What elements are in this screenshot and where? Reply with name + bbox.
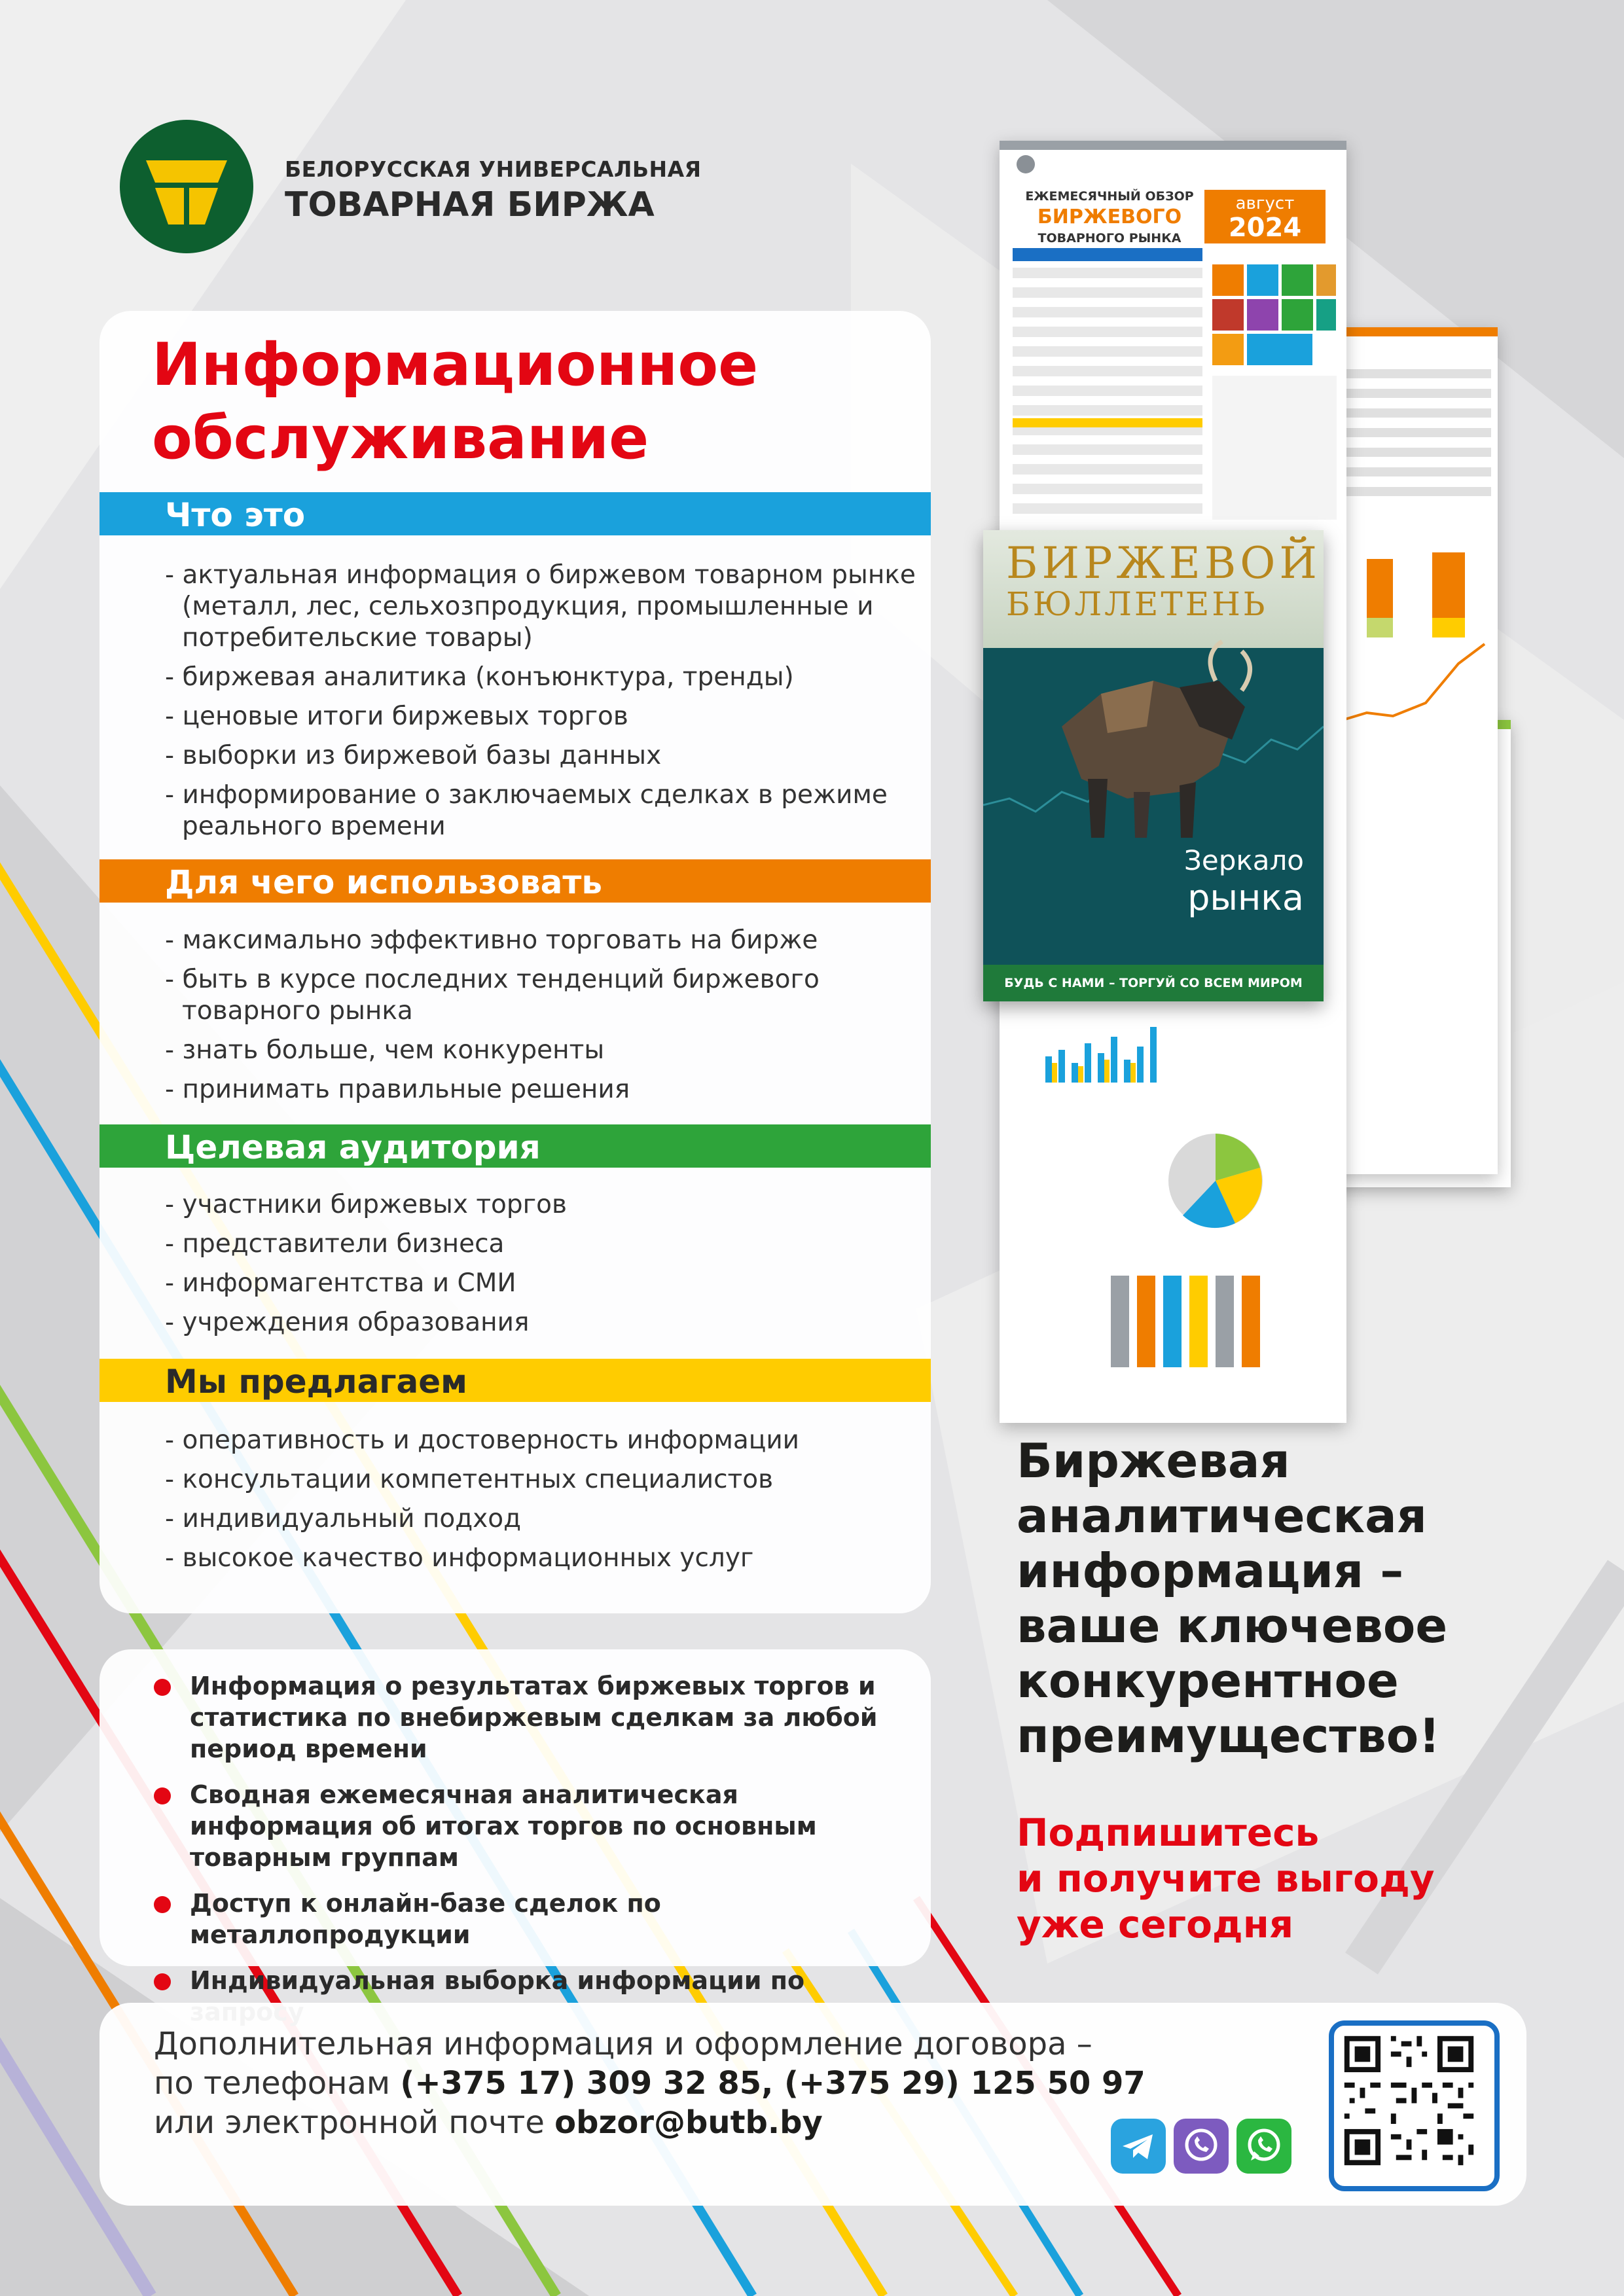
magazine-title-line2: БЮЛЛЕТЕНЬ bbox=[1006, 585, 1268, 623]
cover-footer-slogan: БУДЬ С НАМИ – ТОРГУЙ СО ВСЕМ МИРОМ bbox=[983, 965, 1324, 1001]
section-heading: Для чего использовать bbox=[165, 863, 602, 901]
telegram-icon[interactable] bbox=[1111, 2119, 1166, 2174]
list-item: - представители бизнеса bbox=[165, 1229, 505, 1259]
brochure-title-line2: БИРЖЕВОГО bbox=[1037, 206, 1182, 228]
viber-icon[interactable] bbox=[1174, 2119, 1229, 2174]
contact-line3: или электронной почте obzor@butb.by bbox=[154, 2104, 823, 2141]
logo-emblem-icon bbox=[120, 120, 253, 253]
magazine-title-line1: БИРЖЕВОЙ bbox=[1006, 538, 1321, 588]
list-item: - индивидуальный подход bbox=[165, 1504, 522, 1534]
list-item: - учреждения образования bbox=[165, 1308, 530, 1337]
list-item: - информагентства и СМИ bbox=[165, 1268, 516, 1298]
list-item: - знать больше, чем конкуренты bbox=[165, 1035, 605, 1065]
logo-text-line2: ТОВАРНАЯ БИРЖА bbox=[285, 185, 655, 224]
slogan-line: информация – bbox=[1017, 1543, 1404, 1598]
list-item: - максимально эффективно торговать на бирже bbox=[165, 925, 818, 955]
bullet-dot-icon bbox=[154, 1973, 171, 1990]
list-item: - информирование о заключаемых сделках в режиме реального времени bbox=[165, 780, 888, 841]
phone-numbers[interactable]: (+375 17) 309 32 85, (+375 29) 125 50 97 bbox=[400, 2065, 1146, 2102]
list-item: - оперативность и достоверность информации bbox=[165, 1426, 800, 1455]
brochure-year: 2024 bbox=[1228, 213, 1302, 243]
section-heading: Мы предлагаем bbox=[165, 1363, 468, 1401]
services-list bbox=[154, 1670, 920, 2042]
service-item: Доступ к онлайн-базе сделок по металлопродукции bbox=[154, 1888, 920, 1950]
whatsapp-icon[interactable] bbox=[1236, 2119, 1291, 2174]
cover-subtitle-line1: Зеркало bbox=[1183, 844, 1304, 876]
cta-line: Подпишитесь bbox=[1017, 1810, 1320, 1855]
bullet-dot-icon bbox=[154, 1787, 171, 1804]
subscribe-call-to-action bbox=[1017, 1810, 1553, 1947]
list-item: - быть в курсе последних тенденций биржевого товарного рынка bbox=[165, 965, 820, 1026]
brochure-title-line1: ЕЖЕМЕСЯЧНЫЙ ОБЗОР bbox=[1025, 189, 1194, 204]
service-item: Информация о результатах биржевых торгов и статистика по внебиржевым сделкам за любой период времени bbox=[154, 1670, 920, 1765]
page-title-line2: обслуживание bbox=[152, 404, 649, 473]
list-item: - ценовые итоги биржевых торгов bbox=[165, 702, 628, 731]
list-item: - высокое качество информационных услуг bbox=[165, 1543, 754, 1573]
service-item: Индивидуальная выборка информации по bbox=[154, 1965, 920, 2028]
slogan-line: преимущество! bbox=[1017, 1708, 1441, 1763]
list-item: - биржевая аналитика (конъюнктура, тренды) bbox=[165, 662, 794, 692]
service-item: Сводная ежемесячная аналитическая информация об итогах торгов по основным товарным группам bbox=[154, 1779, 920, 1873]
page-title-line1: Информационное bbox=[152, 331, 759, 399]
company-logo[interactable] bbox=[120, 120, 709, 257]
cta-line: и получите выгоду bbox=[1017, 1856, 1435, 1901]
section-heading: Что это bbox=[165, 496, 306, 534]
contact-line2: по телефонам (+375 17) 309 32 85, (+375 29) 125 50 97 bbox=[154, 2065, 1146, 2102]
slogan-line: ваше ключевое bbox=[1017, 1598, 1448, 1653]
brochure-date-badge bbox=[1204, 190, 1326, 243]
slogan-line: Биржевая bbox=[1017, 1433, 1290, 1488]
list-item: - консультации компетентных специалистов bbox=[165, 1465, 774, 1494]
slogan-heading bbox=[1017, 1433, 1553, 1763]
bulletin-magazine-cover bbox=[983, 530, 1324, 1001]
section-heading: Целевая аудитория bbox=[165, 1128, 541, 1166]
cover-subtitle-line2: рынка bbox=[1187, 877, 1304, 918]
contact-info bbox=[154, 2024, 1146, 2142]
brochure-month: август bbox=[1235, 194, 1295, 213]
contact-line1: Дополнительная информация и оформление договора – bbox=[154, 2026, 1092, 2062]
list-item: - участники биржевых торгов bbox=[165, 1190, 568, 1219]
section-list-purpose bbox=[165, 925, 918, 1113]
cta-line: уже сегодня bbox=[1017, 1902, 1294, 1946]
brochure-title bbox=[1018, 188, 1201, 247]
brochure-title-line3: ТОВАРНОГО РЫНКА bbox=[1038, 231, 1182, 245]
list-item: - принимать правильные решения bbox=[165, 1075, 630, 1104]
page-title bbox=[152, 329, 758, 475]
bullet-dot-icon bbox=[154, 1896, 171, 1913]
section-list-what bbox=[165, 560, 918, 850]
section-header-audience bbox=[99, 1124, 931, 1168]
list-item: - актуальная информация о биржевом товарном рынке (металл, лес, сельхозпродукция, промышленные и потребительские товары) bbox=[165, 560, 916, 653]
bullet-dot-icon bbox=[154, 1679, 171, 1696]
section-list-offer bbox=[165, 1425, 918, 1582]
section-header-what bbox=[99, 492, 931, 535]
list-item: - выборки из биржевой базы данных bbox=[165, 741, 662, 770]
slogan-line: аналитическая bbox=[1017, 1488, 1427, 1543]
section-header-purpose bbox=[99, 859, 931, 903]
qr-code-icon[interactable] bbox=[1329, 2020, 1500, 2191]
bison-illustration-icon bbox=[983, 530, 1324, 1001]
slogan-line: конкурентное bbox=[1017, 1653, 1399, 1708]
email-link[interactable]: obzor@butb.by bbox=[554, 2104, 823, 2141]
logo-text-line1: БЕЛОРУССКАЯ УНИВЕРСАЛЬНАЯ bbox=[285, 156, 702, 182]
section-list-audience bbox=[165, 1189, 918, 1346]
section-header-offer bbox=[99, 1359, 931, 1402]
report-page-2 bbox=[1327, 327, 1498, 1174]
